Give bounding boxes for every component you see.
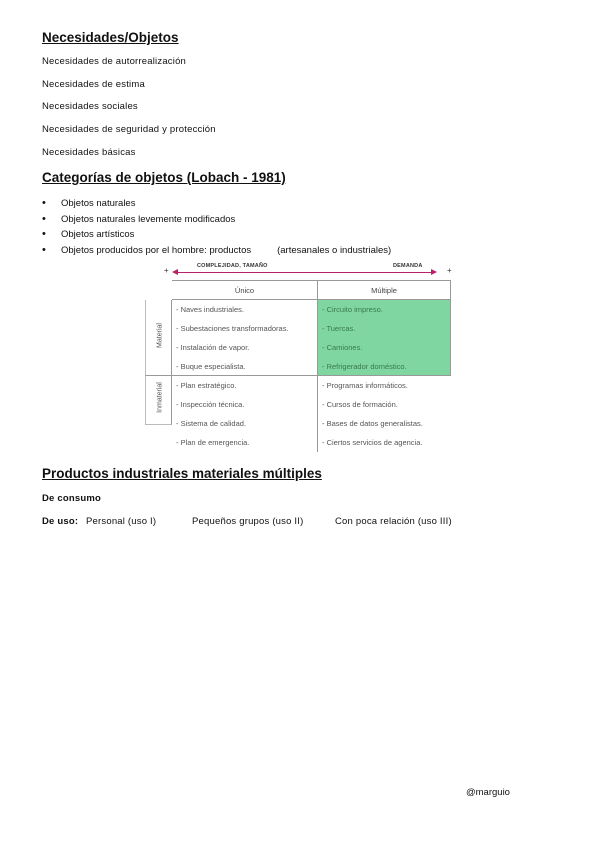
need-item: Necesidades de estima [42, 79, 145, 90]
col-header-unico: Único [172, 280, 317, 300]
cell-material-multiple [317, 300, 451, 376]
axis-label-demanda: DEMANDA [393, 263, 423, 269]
section-title-productos: Productos industriales materiales múltiples [42, 466, 322, 481]
list-item: • Objetos naturales levemente modificados [42, 212, 391, 228]
categories-list [42, 196, 391, 258]
row-header-material: Material [156, 323, 164, 348]
axis-line [175, 272, 433, 273]
list-item: - Camiones. [322, 343, 363, 352]
need-item: Necesidades básicas [42, 147, 136, 158]
list-item: - Plan estratégico. [176, 381, 237, 390]
need-item: Necesidades sociales [42, 101, 138, 112]
cell-material-unico [172, 300, 317, 376]
bullet-suffix: (artesanales o industriales) [277, 244, 392, 256]
arrow-right-icon [431, 269, 437, 275]
col-header-multiple: Múltiple [317, 280, 451, 300]
lobach-diagram [145, 262, 457, 447]
consumo-label: De consumo [42, 493, 102, 504]
list-item: - Ciertos servicios de agencia. [322, 438, 423, 447]
list-item: • Objetos producidos por el hombre: productos (artesanales o industriales) [42, 243, 391, 259]
list-item: - Instalación de vapor. [176, 343, 250, 352]
list-item: • Objetos artísticos [42, 227, 391, 243]
list-item: • Objetos naturales [42, 196, 391, 212]
list-item: - Programas informáticos. [322, 381, 408, 390]
section-title-categorias: Categorías de objetos (Lobach - 1981) [42, 170, 286, 185]
list-item: - Refrigerador doméstico. [322, 362, 407, 371]
uso-item-pequenos: Pequeños grupos (uso II) [192, 516, 304, 527]
axis-label-complejidad: COMPLEJIDAD, TAMAÑO [197, 263, 268, 269]
section-title-necesidades: Necesidades/Objetos [42, 30, 179, 45]
list-item: - Subestaciones transformadoras. [176, 324, 289, 333]
row-header-inmaterial-box [145, 376, 172, 425]
signature: @marguio [466, 787, 510, 798]
list-item: - Inspección técnica. [176, 400, 245, 409]
diagram-grid [145, 280, 451, 447]
list-item: - Circuito impreso. [322, 305, 383, 314]
plus-right: + [447, 266, 452, 275]
diagram-axis [145, 262, 457, 278]
plus-left: + [164, 266, 169, 275]
cell-inmaterial-unico [172, 376, 317, 452]
cell-inmaterial-multiple [317, 376, 451, 452]
list-item: - Cursos de formación. [322, 400, 398, 409]
list-item: - Plan de emergencia. [176, 438, 250, 447]
uso-item-personal: Personal (uso I) [86, 516, 157, 527]
list-item: - Tuercas. [322, 324, 356, 333]
need-item: Necesidades de autorrealización [42, 56, 187, 67]
need-item: Necesidades de seguridad y protección [42, 124, 216, 135]
row-header-inmaterial: Inmaterial [156, 382, 164, 413]
list-item: - Naves industriales. [176, 305, 244, 314]
list-item: - Sistema de calidad. [176, 419, 247, 428]
uso-item-poca-relacion: Con poca relación (uso III) [335, 516, 452, 527]
uso-label: De uso: [42, 516, 79, 527]
list-item: - Buque especialista. [176, 362, 246, 371]
list-item: - Bases de datos generalistas. [322, 419, 423, 428]
row-header-material-box [145, 300, 172, 376]
